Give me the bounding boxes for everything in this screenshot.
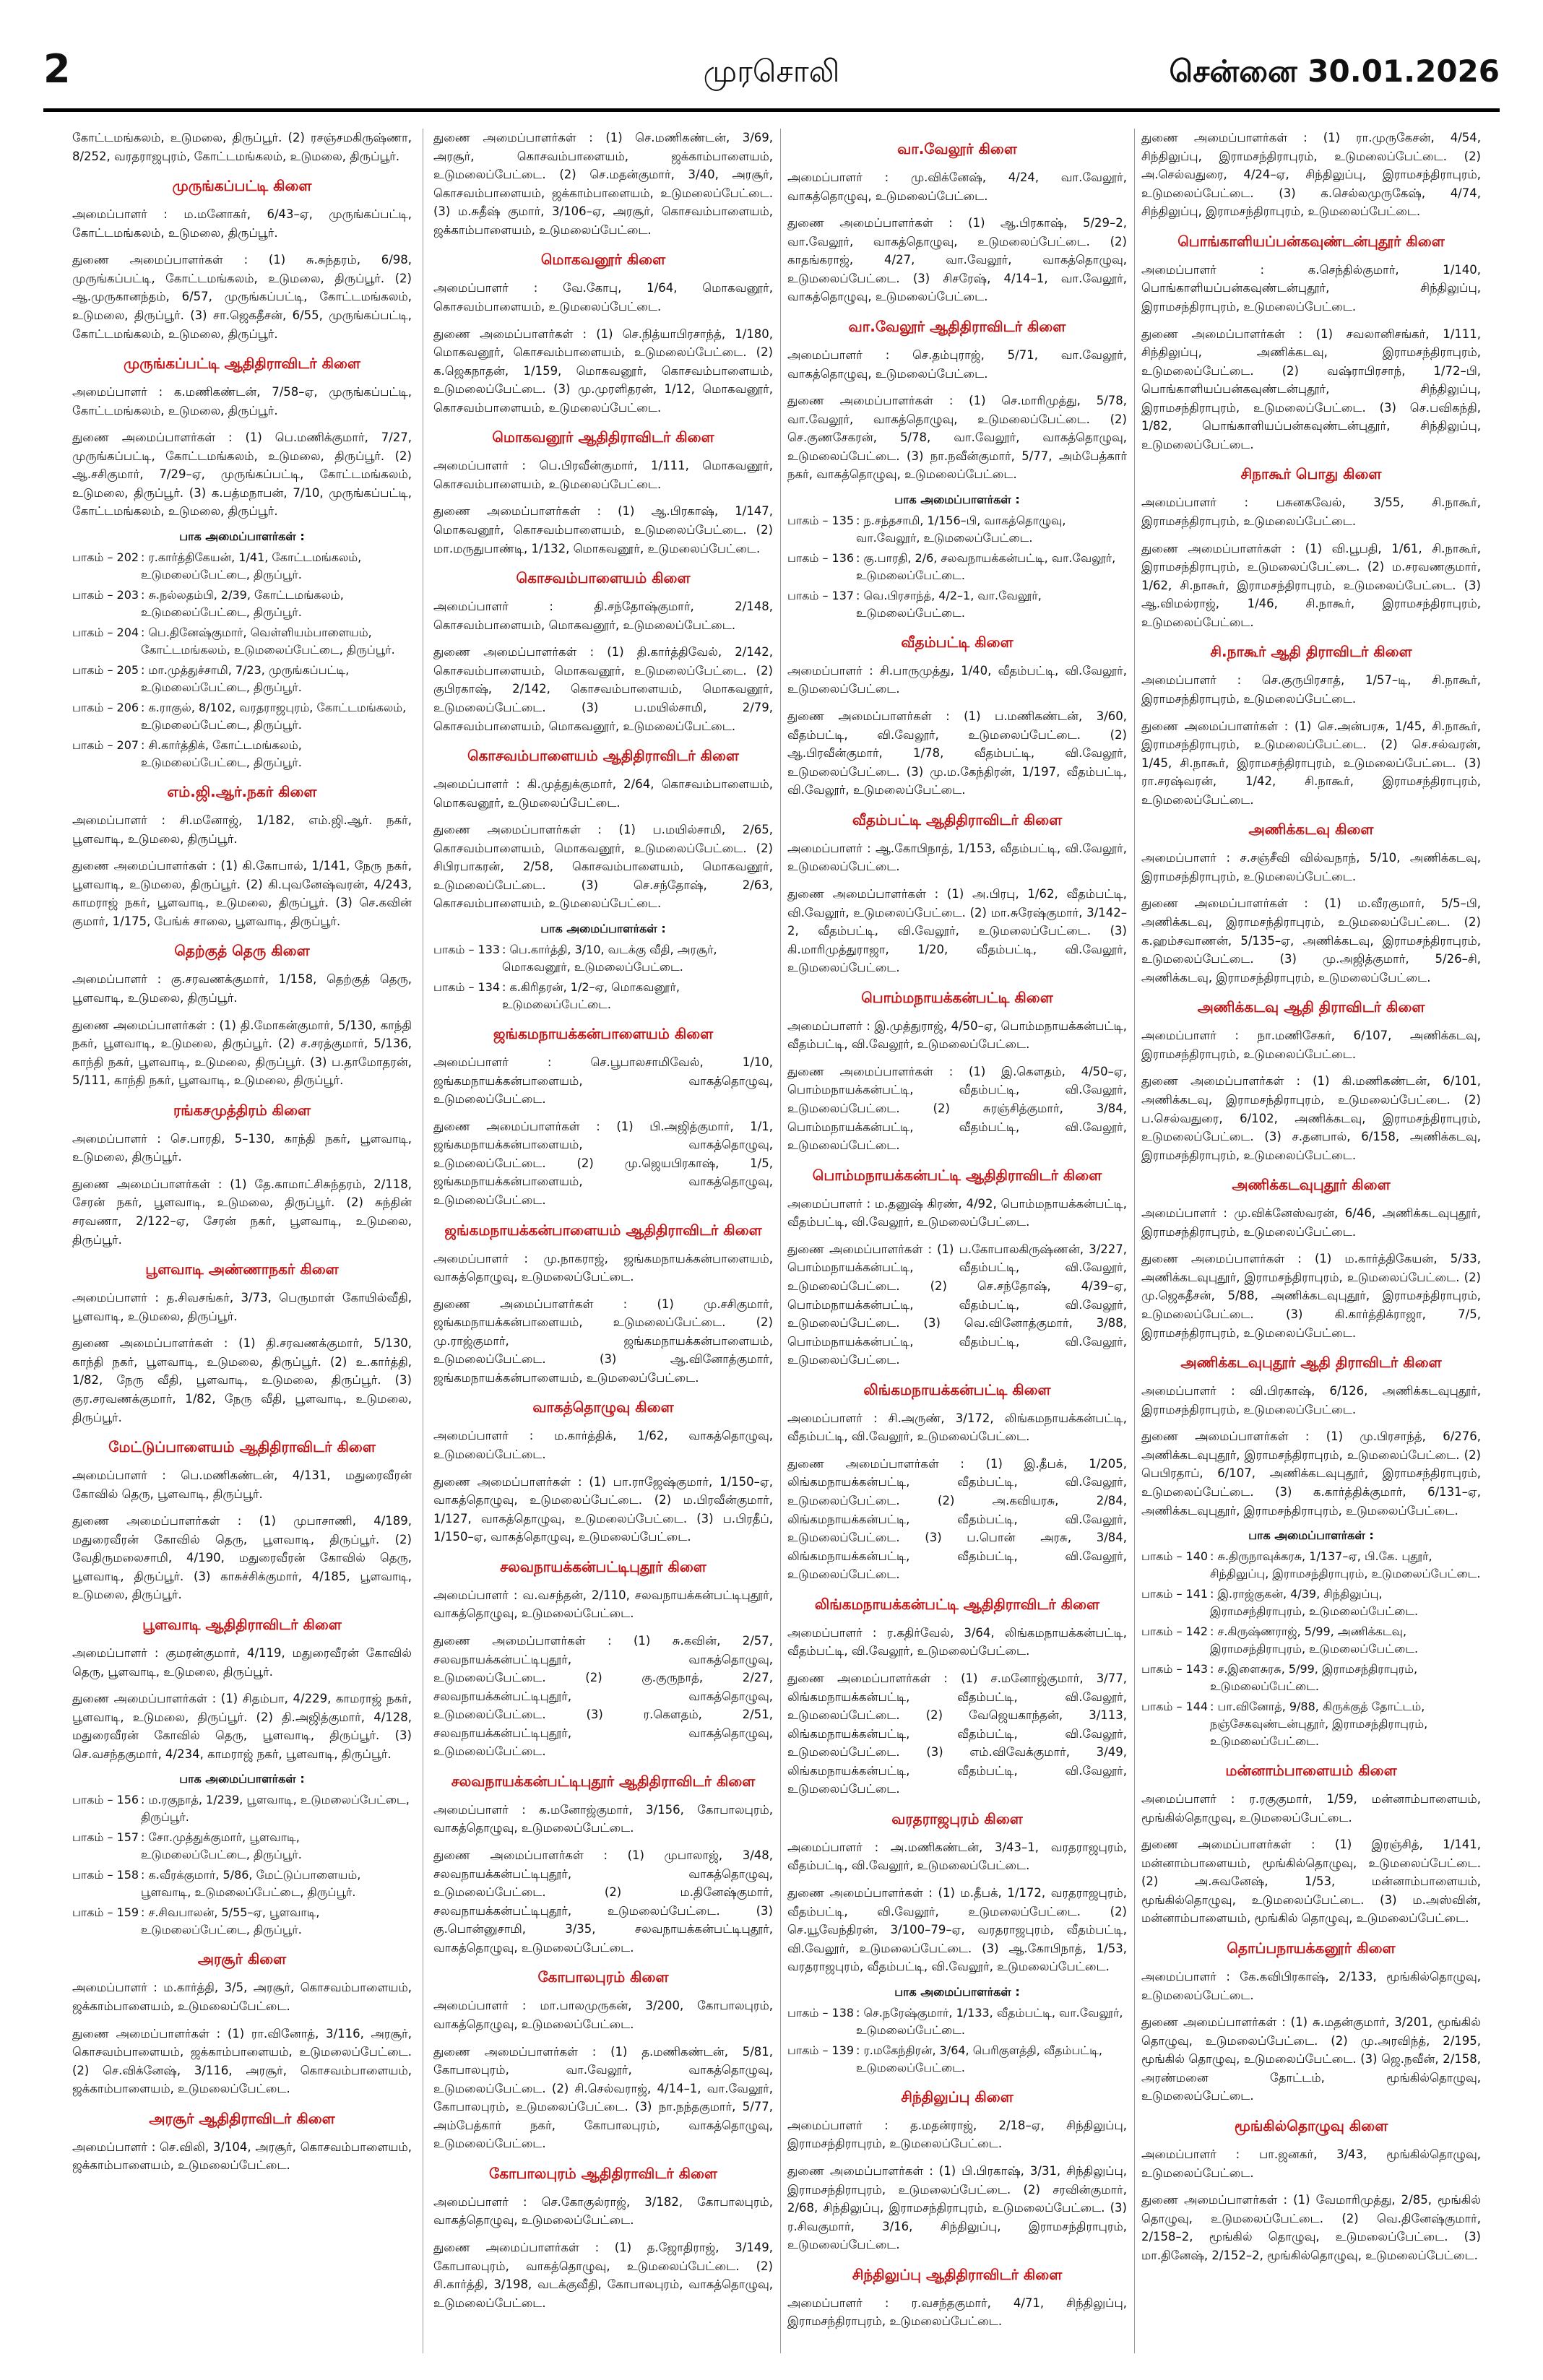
booth-organizer-row bbox=[787, 512, 1127, 547]
branch-heading: முருங்கப்பட்டி ஆதிதிராவிடர் கிளை bbox=[124, 355, 360, 373]
organizer-paragraph: அமைப்பாளர் : அ.மணிகண்டன், 3/43–1, வரதராஜபுரம், வீதம்பட்டி, வி.வேலூர், உடுமலைப்பேட்டை. bbox=[787, 1840, 1127, 1873]
organizer-paragraph: அமைப்பாளர் : ர.வசந்தகுமார், 4/71, சிந்திலுப்பு, இராமசந்திராபுரம், உடுமலைப்பேட்டை. bbox=[787, 2295, 1127, 2329]
branch-heading: அரசூர் ஆதிதிராவிடர் கிளை bbox=[149, 2109, 335, 2127]
branch-heading: அணிக்கடவுபுதூர் கிளை bbox=[1232, 1176, 1391, 1194]
booth-number: பாகம் – 158 bbox=[72, 1868, 139, 1882]
booth-number: பாகம் – 203 bbox=[72, 588, 139, 602]
booth-organizer-row bbox=[72, 737, 412, 771]
subsection-heading: பாக அமைப்பாளர்கள் : bbox=[894, 492, 1020, 506]
booth-number: பாகம் – 206 bbox=[72, 701, 139, 714]
organizer-paragraph: துணை அமைப்பாளர்கள் : (1) பி.பிரகாஷ், 3/31, சிந்திலுப்பு, இராமசந்திராபுரம், உடுமலைப்பேட்டை. (2) சரவின்குமார், 2/68, சிந்திலுப்பு, இராமசந்திராபுரம், உடுமலைப்பேட்டை. (3) ர.சிவகுமார், 3/16, சிந்திலுப்பு, இராமசந்திராபுரம், உடுமலைப்பேட்டை. bbox=[787, 2163, 1127, 2252]
branch-heading: எம்.ஜி.ஆர்.நகர் கிளை bbox=[167, 783, 317, 800]
organizer-paragraph: துணை அமைப்பாளர்கள் : (1) கி.மணிகண்டன், 6/101, அணிக்கடவு, இராமசந்திராபுரம், உடுமலைப்பேட்டை. (2) ப.செல்வதுரை, 6/102, அணிக்கடவு, இராமசந்திராபுரம், உடுமலைப்பேட்டை. (3) ச.தனபால், 6/158, அணிக்கடவு, இராமசந்திராபுரம், உடுமலைப்பேட்டை. bbox=[1141, 1074, 1481, 1162]
organizer-paragraph: துணை அமைப்பாளர்கள் : (1) முபாசாணி, 4/189, மதுரைவீரன் கோவில் தெரு, பூளவாடி, திருப்பூர். (2) வேதிருமலைசாமி, 4/190, மதுரைவீரன் கோவில் தெரு, பூளவாடி, திருப்பூர். (3) காசுச்சிக்குமார், 4/185, பூளவாடி, உடுமலை, திருப்பூர். bbox=[72, 1514, 412, 1602]
organizer-paragraph: துணை அமைப்பாளர்கள் : (1) பெ.மணிக்குமார், 7/27, முருங்கப்பட்டி, கோட்டமங்கலம், உடுமலை, திருப்பூர். (2) ஆ.சசிகுமார், 7/29–ஏ, முருங்கப்பட்டி, கோட்டமங்கலம், உடுமலை, திருப்பூர். (3) க.பத்மநாபன், 7/10, முருங்கப்பட்டி, கோட்டமங்கலம், உடுமலை, திருப்பூர். bbox=[72, 430, 412, 519]
booth-organizer-row bbox=[433, 941, 773, 976]
subsection-heading: பாக அமைப்பாளர்கள் : bbox=[179, 529, 305, 543]
booth-number: பாகம் – 202 bbox=[72, 550, 139, 564]
branch-heading: ஜங்கமநாயக்கன்பாளையம் கிளை bbox=[493, 1025, 714, 1042]
organizer-paragraph: துணை அமைப்பாளர்கள் : (1) செ.மாரிமுத்து, 5/78, வா.வேலூர், வாகத்தொழுவு, உடுமலைப்பேட்டை. (2) செ.குணசேகரன், 5/78, வா.வேலூர், வாகத்தொழுவு, உடுமலைப்பேட்டை. (3) நா.நவீன்குமார், 5/77, அம்பேத்கார் நகர், வாகத்தொழுவு, உடுமலைப்பேட்டை. bbox=[787, 394, 1127, 482]
booth-organizer-details: : ச.இளைசுரசு, 5/99, இராமசந்திராபுரம், உடுமலைப்பேட்டை. bbox=[1210, 1662, 1418, 1694]
booth-organizer-details: : சோ.முத்துக்குமார், பூளவாடி, உடுமலைப்பேட்டை, திருப்பூர். bbox=[141, 1830, 302, 1862]
subsection-heading: பாக அமைப்பாளர்கள் : bbox=[1248, 1528, 1374, 1543]
organizer-paragraph: துணை அமைப்பாளர்கள் : (1) இ.தீபக், 1/205, லிங்கமநாயக்கன்பட்டி, வீதம்பட்டி, வி.வேலூர், உடுமலைப்பேட்டை. (2) அ.கவியரசு, 2/84, லிங்கமநாயக்கன்பட்டி, வீதம்பட்டி, வி.வேலூர், உடுமலைப்பேட்டை. (3) ப.பொன் அரசு, 3/84, லிங்கமநாயக்கன்பட்டி, வீதம்பட்டி, வி.வேலூர், உடுமலைப்பேட்டை. bbox=[787, 1456, 1127, 1582]
branch-heading: கோபாலபுரம் கிளை bbox=[537, 1968, 669, 1986]
booth-number: பாகம் – 156 bbox=[72, 1793, 139, 1807]
column-divider bbox=[780, 129, 781, 2353]
booth-organizer-row bbox=[72, 662, 412, 696]
booth-organizer-details: : வெ.பிரசாந்த், 4/2–1, வா.வேலூர், உடுமலைப்பேட்டை. bbox=[856, 588, 1042, 620]
branch-heading: சலவநாயக்கன்பட்டிபுதூர் கிளை bbox=[500, 1557, 706, 1575]
page-number: 2 bbox=[43, 46, 71, 92]
organizer-paragraph: அமைப்பாளர் : பெ.மணிகண்டன், 4/131, மதுரைவீரன் கோவில் தெரு, பூளவாடி, திருப்பூர். bbox=[72, 1468, 412, 1501]
booth-number: பாகம் – 207 bbox=[72, 738, 139, 752]
edition-date: சென்னை 30.01.2026 bbox=[1169, 53, 1500, 89]
organizer-paragraph: அமைப்பாளர் : பசுனகவேல், 3/55, சி.நாகூர், இராமசந்திராபுரம், உடுமலைப்பேட்டை. bbox=[1141, 496, 1481, 528]
organizer-paragraph: அமைப்பாளர் : ஆ.கோபிநாத், 1/153, வீதம்பட்டி, வி.வேலூர், உடுமலைப்பேட்டை. bbox=[787, 841, 1127, 874]
organizer-paragraph: துணை அமைப்பாளர்கள் : (1) பி.அஜித்குமார், 1/1, ஜங்கமநாயக்கன்பாளையம், வாகத்தொழுவு, உடுமலைப்பேட்டை. (2) மு.ஜெயபிரகாஷ், 1/5, ஜங்கமநாயக்கன்பாளையம், வாகத்தொழுவு, உடுமலைப்பேட்டை. bbox=[433, 1119, 773, 1207]
organizer-paragraph: அமைப்பாளர் : கு.சரவணக்குமார், 1/158, தெற்குத் தெரு, பூளவாடி, உடுமலை, திருப்பூர். bbox=[72, 972, 412, 1005]
organizer-paragraph: அமைப்பாளர் : சி.மனோஜ், 1/182, எம்.ஜி.ஆர். நகர், பூளவாடி, உடுமலை, திருப்பூர். bbox=[72, 813, 412, 846]
organizer-paragraph: அமைப்பாளர் : கி.முத்துக்குமார், 2/64, கொசவம்பாளையம், மொகவனூர், உடுமலைப்பேட்டை. bbox=[433, 777, 773, 810]
organizer-paragraph: துணை அமைப்பாளர்கள் : (1) செ.மணிகண்டன், 3/69, அரசூர், கொசவம்பாளையம், ஜக்காம்பாளையம், உடுமலைப்பேட்டை. (2) செ.மதன்குமார், 3/40, அரசூர், கொசவம்பாளையம், ஜக்காம்பாளையம், உடுமலைப்பேட்டை. (3) ம.சுதீஷ் குமார், 3/106–ஏ, அரசூர், கொசவம்பாளையம், ஜக்காம்பாளையம், உடுமலைப்பேட்டை. bbox=[433, 131, 773, 237]
booth-organizer-row bbox=[787, 2042, 1127, 2077]
organizer-paragraph: துணை அமைப்பாளர்கள் : (1) செ.அன்பரசு, 1/45, சி.நாகூர், இராமசந்திராபுரம், உடுமலைப்பேட்டை. (2) செ.சல்வரன், 1/45, சி.நாகூர், இராமசந்திராபுரம், உடுமலைப்பேட்டை. (3) ரா.சரஷ்வரன், 1/42, சி.நாகூர், இராமசந்திராபுரம், உடுமலைப்பேட்டை. bbox=[1141, 719, 1481, 807]
organizer-paragraph: துணை அமைப்பாளர்கள் : (1) ம.தீபக், 1/172, வரதராஜபுரம், வீதம்பட்டி, வி.வேலூர், உடுமலைப்பேட்டை. (2) செ.யூவேந்திரன், 3/100–79–ஏ, வரதராஜபுரம், வீதம்பட்டி, வி.வேலூர், உடுமலைப்பேட்டை. (3) ஆ.கோபிநாத், 1/53, வரதராஜபுரம், வீதம்பட்டி, வி.வேலூர், உடுமலைப்பேட்டை. bbox=[787, 1886, 1127, 1974]
masthead bbox=[43, 43, 1500, 101]
organizer-paragraph: அமைப்பாளர் : செ.குருபிரசாத், 1/57–டி, சி.நாகூர், இராமசந்திராபுரம், உடுமலைப்பேட்டை. bbox=[1141, 673, 1481, 706]
branch-heading: மொகவனூர் ஆதிதிராவிடர் கிளை bbox=[492, 428, 714, 446]
booth-number: பாகம் – 142 bbox=[1141, 1624, 1209, 1639]
organizer-paragraph: துணை அமைப்பாளர்கள் : (1) ரா.முருகேசன், 4/54, சிந்திலுப்பு, இராமசந்திராபுரம், உடுமலைப்பேட்டை. (2) அ.செல்வதுரை, 4/24–ஏ, சிந்திலுப்பு, இராமசந்திராபுரம், உடுமலைப்பேட்டை. (3) க.செல்லமுருகேஷ், 4/74, சிந்திலுப்பு, இராமசந்திராபுரம், உடுமலைப்பேட்டை. bbox=[1141, 131, 1481, 219]
booth-number: பாகம் – 136 bbox=[787, 550, 855, 565]
organizer-paragraph: அமைப்பாளர் : த.மதன்ராஜ், 2/18–ஏ, சிந்திலுப்பு, இராமசந்திராபுரம், உடுமலைப்பேட்டை. bbox=[787, 2118, 1127, 2151]
branch-heading: மேட்டுப்பாளையம் ஆதிதிராவிடர் கிளை bbox=[108, 1438, 376, 1456]
organizer-paragraph: துணை அமைப்பாளர்கள் : (1) ம.கார்த்திகேயன், 5/33, அணிக்கடவுபுதூர், இராமசந்திராபுரம், உடுமலைப்பேட்டை. (2) மு.ஜெகதீசன், 5/88, அணிக்கடவுபுதூர், இராமசந்திராபுரம், உடுமலைப்பேட்டை. (3) கி.கார்த்திக்ராஜா, 7/5, இராமசந்திராபுரம், உடுமலைப்பேட்டை. bbox=[1141, 1252, 1481, 1340]
booth-number: பாகம் – 204 bbox=[72, 626, 139, 639]
newspaper-title: முரசொலி bbox=[703, 53, 840, 89]
organizer-paragraph: துணை அமைப்பாளர்கள் : (1) த.மணிகண்டன், 5/81, கோபாலபுரம், வா.வேலூர், வாகத்தொழுவு, உடுமலைப்பேட்டை. (2) சி.செல்வராஜ், 4/14–1, வா.வேலூர், கோபாலபுரம், உடுமலைப்பேட்டை. (3) நா.நந்தகுமார், 5/77, அம்பேத்கார் நகர், கோபாலபுரம், வாகத்தொழுவு, உடுமலைப்பேட்டை. bbox=[433, 2044, 773, 2151]
organizer-paragraph: அமைப்பாளர் : மு.விக்னேஷ், 4/24, வா.வேலூர், வாகத்தொழுவு, உடுமலைப்பேட்டை. bbox=[787, 170, 1127, 203]
branch-heading: ஜங்கமநாயக்கன்பாளையம் ஆதிதிராவிடர் கிளை bbox=[444, 1221, 762, 1239]
organizer-paragraph: துணை அமைப்பாளர்கள் : (1) தி.சரவணக்குமார், 5/130, காந்தி நகர், பூளவாடி, உடுமலை, திருப்பூர். (2) உ.கார்த்தி, 1/82, நேரு வீதி, பூளவாடி, உடுமலை, திருப்பூர். (3) குர.சரவணக்குமார், 1/82, நேரு வீதி, பூளவாடி, உடுமலை, திருப்பூர். bbox=[72, 1336, 412, 1424]
organizer-paragraph: துணை அமைப்பாளர்கள் : (1) ஆ.பிரகாஷ், 1/147, மொகவனூர், கொசவம்பாளையம், உடுமலைப்பேட்டை. (2) மா.மருதுபாண்டி, 1/132, மொகவனூர், உடுமலைப்பேட்டை. bbox=[433, 504, 773, 555]
booth-organizer-details: : சி.கார்த்திக், கோட்டமங்கலம், உடுமலைப்பேட்டை, திருப்பூர். bbox=[141, 738, 302, 769]
booth-organizer-row bbox=[1141, 1623, 1481, 1658]
organizer-paragraph: அமைப்பாளர் : பெ.பிரவீன்குமார், 1/111, மொகவனூர், கொசவம்பாளையம், உடுமலைப்பேட்டை. bbox=[433, 459, 773, 491]
booth-number: பாகம் – 144 bbox=[1141, 1700, 1209, 1714]
organizer-paragraph: துணை அமைப்பாளர்கள் : (1) கி.கோபால், 1/141, நேரு நகர், பூளவாடி, உடுமலை, திருப்பூர். (2) கி.புவனேஷ்வரன், 4/243, காமராஜ் நகர், பூளவாடி, உடுமலை, திருப்பூர். (3) செ.கவின் குமார், 1/175, பேங்க் சாலை, பூளவாடி, திருப்பூர். bbox=[72, 859, 412, 928]
organizer-paragraph: அமைப்பாளர் : சி.பாருமுத்து, 1/40, வீதம்பட்டி, வி.வேலூர், உடுமலைப்பேட்டை. bbox=[787, 663, 1127, 696]
organizer-paragraph: துணை அமைப்பாளர்கள் : (1) அ.பிரபு, 1/62, வீதம்பட்டி, வி.வேலூர், உடுமலைப்பேட்டை. (2) மா.சுரேஷ்குமார், 3/142–2, வீதம்பட்டி, வி.வேலூர், உடுமலைப்பேட்டை. (3) கி.மாரிமுத்துராஜா, 1/20, வீதம்பட்டி, வி.வேலூர், உடுமலைப்பேட்டை. bbox=[787, 886, 1127, 975]
branch-heading: அணிக்கடவுபுதூர் ஆதி திராவிடர் கிளை bbox=[1180, 1354, 1442, 1372]
booth-number: பாகம் – 138 bbox=[787, 2005, 855, 2020]
organizer-paragraph: அமைப்பாளர் : வ.வசந்தன், 2/110, சலவநாயக்கன்பட்டிபுதூர், வாகத்தொழுவு, உடுமலைப்பேட்டை. bbox=[433, 1588, 773, 1621]
organizer-paragraph: அமைப்பாளர் : த.சிவசங்கர், 3/73, பெருமாள் கோயில்வீதி, பூளவாடி, உடுமலை, திருப்பூர். bbox=[72, 1291, 412, 1323]
booth-number: பாகம் – 141 bbox=[1141, 1587, 1209, 1601]
booth-organizer-details: : ர.மகேந்திரன், 3/64, பெரிகுளத்தி, வீதம்பட்டி, உடுமலைப்பேட்டை. bbox=[856, 2043, 1102, 2074]
booth-organizer-row bbox=[787, 550, 1127, 584]
organizer-paragraph: துணை அமைப்பாளர்கள் : (1) சு.கவின், 2/57, சலவநாயக்கன்பட்டிபுதூர், வாகத்தொழுவு, உடுமலைப்பேட்டை. (2) கு.குருநாத், 2/27, சலவநாயக்கன்பட்டிபுதூர், வாகத்தொழுவு, உடுமலைப்பேட்டை. (3) ர.கௌதம், 2/51, சலவநாயக்கன்பட்டிபுதூர், வாகத்தொழுவு, உடுமலைப்பேட்டை. bbox=[433, 1633, 773, 1759]
organizer-paragraph: அமைப்பாளர் : ர.ரகுகுமார், 1/59, மன்னாம்பாளையம், மூங்கில்தொழுவு, உடுமலைப்பேட்டை. bbox=[1141, 1792, 1481, 1825]
organizer-paragraph: அமைப்பாளர் : செ.கோகுல்ராஜ், 3/182, கோபாலபுரம், வாகத்தொழுவு, உடுமலைப்பேட்டை. bbox=[433, 2194, 773, 2228]
organizer-paragraph: அமைப்பாளர் : தி.சந்தோஷ்குமார், 2/148, கொசவம்பாளையம், மொகவனூர், உடுமலைப்பேட்டை. bbox=[433, 600, 773, 632]
organizer-paragraph: அமைப்பாளர் : வே.கோபு, 1/64, மொகவனூர், கொசவம்பாளையம், உடுமலைப்பேட்டை. bbox=[433, 281, 773, 313]
organizer-paragraph: அமைப்பாளர் : ம.மனோகர், 6/43–ஏ, முருங்கப்பட்டி, கோட்டமங்கலம், உடுமலை, திருப்பூர். bbox=[72, 207, 412, 240]
branch-heading: பொம்மநாயக்கன்பட்டி கிளை bbox=[861, 988, 1053, 1006]
booth-organizer-row bbox=[72, 1829, 412, 1864]
subsection-heading: பாக அமைப்பாளர்கள் : bbox=[540, 922, 666, 935]
column-2 bbox=[433, 129, 773, 2353]
booth-number: பாகம் – 205 bbox=[72, 663, 139, 677]
branch-heading: சிந்திலுப்பு கிளை bbox=[901, 2087, 1013, 2106]
booth-number: பாகம் – 134 bbox=[433, 980, 501, 994]
organizer-paragraph: துணை அமைப்பாளர்கள் : (1) சிதம்பா, 4/229, காமராஜ் நகர், பூளவாடி, உடுமலை, திருப்பூர். (2) தி.அஜித்குமார், 4/128, மதுரைவீரன் கோவில் தெரு, பூளவாடி, திருப்பூர். (3) செ.வசந்தகுமார், 4/234, காமராஜ் நகர், பூளவாடி, திருப்பூர். bbox=[72, 1692, 412, 1761]
branch-heading: சி.நாகூர் ஆதி திராவிடர் கிளை bbox=[1210, 643, 1412, 661]
organizer-paragraph: துணை அமைப்பாளர்கள் : (1) இ.கௌதம், 4/50–ஏ, பொம்மநாயக்கன்பட்டி, வீதம்பட்டி, வி.வேலூர், உடுமலைப்பேட்டை. (2) சுரஞ்சித்குமார், 3/84, பொம்மநாயக்கன்பட்டி, வீதம்பட்டி, வி.வேலூர், உடுமலைப்பேட்டை. bbox=[787, 1064, 1127, 1153]
organizer-paragraph: அமைப்பாளர் : பா.ஜனகர், 3/43, மூங்கில்தொழுவு, உடுமலைப்பேட்டை. bbox=[1141, 2147, 1481, 2180]
organizer-paragraph: அமைப்பாளர் : கே.கவிபிரகாஷ், 2/133, மூங்கில்தொழுவு, உடுமலைப்பேட்டை. bbox=[1141, 1970, 1481, 2002]
organizer-paragraph: அமைப்பாளர் : மு.விக்னேஸ்வரன், 6/46, அணிக்கடவுபுதூர், இராமசந்திராபுரம், உடுமலைப்பேட்டை. bbox=[1141, 1206, 1481, 1239]
organizer-paragraph: துணை அமைப்பாளர்கள் : (1) தி.மோகன்குமார், 5/130, காந்தி நகர், பூளவாடி, உடுமலை, திருப்பூர். (2) ச.சரத்குமார், 5/136, காந்தி நகர், பூளவாடி, உடுமலை, திருப்பூர். (3) ப.தாமோதரன், 5/111, காந்தி நகர், பூளவாடி, உடுமலை, திருப்பூர். bbox=[72, 1018, 412, 1088]
booth-organizer-row bbox=[72, 587, 412, 621]
booth-organizer-details: : செ.நரேஷ்குமார், 1/133, வீதம்பட்டி, வா.வேலூர், உடுமலைப்பேட்டை. bbox=[856, 2005, 1123, 2037]
booth-number: பாகம் – 159 bbox=[72, 1905, 139, 1920]
booth-number: பாகம் – 137 bbox=[787, 588, 855, 602]
booth-organizer-row bbox=[72, 549, 412, 584]
booth-organizer-row bbox=[72, 624, 412, 659]
branch-heading: அரசூர் கிளை bbox=[197, 1950, 287, 1968]
booth-organizer-details: : இ.ராஜ்குகன், 4/39, சிந்திலுப்பு, இராமசந்திராபுரம், உடுமலைப்பேட்டை. bbox=[1210, 1587, 1419, 1619]
booth-organizer-details: : ச.கிருஷ்ணராஜ், 5/99, அணிக்கடவு, இராமசந்திராபுரம், உடுமலைப்பேட்டை. bbox=[1210, 1624, 1419, 1656]
branch-heading: வீதம்பட்டி ஆதிதிராவிடர் கிளை bbox=[852, 810, 1063, 828]
booth-organizer-details: : சு.திருநாவுக்கரசு, 1/137–ஏ, பி.கே. புதூர், சிந்திலுப்பு, இராமசந்திராபுரம், உடுமலைப்பேட்டை. bbox=[1210, 1549, 1481, 1581]
booth-organizer-details: : மா.முத்துச்சாமி, 7/23, முருங்கப்பட்டி, உடுமலைப்பேட்டை, திருப்பூர். bbox=[141, 663, 350, 694]
branch-heading: கொசவம்பாளையம் கிளை bbox=[516, 569, 691, 587]
branch-heading: பொம்மநாயக்கன்பட்டி ஆதிதிராவிடர் கிளை bbox=[812, 1166, 1102, 1184]
branch-heading: லிங்கமநாயக்கன்பட்டி கிளை bbox=[863, 1380, 1051, 1398]
organizer-paragraph: அமைப்பாளர் : செ.பூபாலசாமிவேல், 1/10, ஜங்கமநாயக்கன்பாளையம், வாகத்தொழுவு, உடுமலைப்பேட்டை. bbox=[433, 1055, 773, 1107]
branch-heading: வா.வேலூர் கிளை bbox=[897, 140, 1017, 157]
branch-heading: வா.வேலூர் ஆதிதிராவிடர் கிளை bbox=[848, 317, 1066, 335]
branch-heading: அணிக்கடவு ஆதி திராவிடர் கிளை bbox=[1197, 998, 1425, 1016]
organizer-paragraph: துணை அமைப்பாளர்கள் : (1) தி.கார்த்திவேல், 2/142, கொசவம்பாளையம், மொகவனூர், உடுமலைப்பேட்டை. (2) குபிரகாஷ், 2/142, கொசவம்பாளையம், மொகவனூர், உடுமலைப்பேட்டை. (3) ப.மயில்சாமி, 2/79, கொசவம்பாளையம், மொகவனூர், உடுமலைப்பேட்டை. bbox=[433, 645, 773, 733]
booth-number: பாகம் – 139 bbox=[787, 2043, 855, 2057]
organizer-paragraph: அமைப்பாளர் : ம.கார்த்திக், 1/62, வாகத்தொழுவு, உடுமலைப்பேட்டை. bbox=[433, 1429, 773, 1461]
booth-organizer-details: : க.வீரக்குமார், 5/86, மேட்டுப்பாளையம், பூளவாடி, உடுமலைப்பேட்டை, திருப்பூர். bbox=[141, 1868, 361, 1900]
organizer-paragraph: துணை அமைப்பாளர்கள் : (1) சு.மதன்குமார், 3/201, மூங்கில் தொழுவு, உடுமலைப்பேட்டை. (2) மு.அரவிந்த், 2/195, மூங்கில் தொழுவு, உடுமலைப்பேட்டை. (3) ஜெ.நவீன், 2/158, அரண்மனை தோட்டம், மூங்கில்தொழுவு, உடுமலைப்பேட்டை. bbox=[1141, 2015, 1481, 2103]
branch-heading: வரதராஜபுரம் கிளை bbox=[891, 1809, 1023, 1827]
booth-number: பாகம் – 140 bbox=[1141, 1549, 1209, 1564]
booth-organizer-row bbox=[72, 1904, 412, 1939]
organizer-paragraph: அமைப்பாளர் : சி.அருண், 3/172, லிங்கமநாயக்கன்பட்டி, வீதம்பட்டி, வி.வேலூர், உடுமலைப்பேட்டை. bbox=[787, 1411, 1127, 1444]
organizer-paragraph: அமைப்பாளர் : ர.கதிர்வேல், 3/64, லிங்கமநாயக்கன்பட்டி, வீதம்பட்டி, வி.வேலூர், உடுமலைப்பேட்டை. bbox=[787, 1625, 1127, 1658]
organizer-paragraph: கோட்டமங்கலம், உடுமலை, திருப்பூர். (2) ரசஞ்சமகிருஷ்ணா, 8/252, வரதராஜபுரம், கோட்டமங்கலம், உடுமலை, திருப்பூர். bbox=[72, 131, 412, 163]
organizer-paragraph: துணை அமைப்பாளர்கள் : (1) முபாலாஜ், 3/48, சலவநாயக்கன்பட்டிபுதூர், வாகத்தொழுவு, உடுமலைப்பேட்டை. (2) ம.தினேஷ்குமார், சலவநாயக்கன்பட்டிபுதூர், உடுமலைப்பேட்டை. (3) கு.பொன்னுசாமி, 3/35, சலவநாயக்கன்பட்டிபுதூர், வாகத்தொழுவு, உடுமலைப்பேட்டை. bbox=[433, 1848, 773, 1955]
organizer-paragraph: அமைப்பாளர் : ம.தனுஷ் கிரண், 4/92, பொம்மநாயக்கன்பட்டி, வீதம்பட்டி, வி.வேலூர், உடுமலைப்பேட்டை. bbox=[787, 1196, 1127, 1229]
branch-heading: அணிக்கடவு கிளை bbox=[1248, 821, 1374, 839]
organizer-paragraph: துணை அமைப்பாளர்கள் : (1) சவலானிசங்கர், 1/111, சிந்திலுப்பு, அணிக்கடவு, இராமசந்திராபுரம், உடுமலைப்பேட்டை. (2) வஷ்ராபிரசாந், 1/72–பி, பொங்காளியப்பன்கவுண்டன்புதூர், சிந்திலுப்பு, இராமசந்திராபுரம், உடுமலைப்பேட்டை. (3) செ.பவிகந்தி, 1/82, பொங்காளியப்பன்கவுண்டன்புதூர், சிந்திலுப்பு, உடுமலைப்பேட்டை. bbox=[1141, 326, 1481, 451]
booth-organizer-row bbox=[72, 1866, 412, 1901]
organizer-paragraph: துணை அமைப்பாளர்கள் : (1) ப.மயில்சாமி, 2/65, கொசவம்பாளையம், மொகவனூர், உடுமலைப்பேட்டை. (2) சிபிரபாகரன், 2/58, கொசவம்பாளையம், மொகவனூர், உடுமலைப்பேட்டை. (3) செ.சந்தோஷ், 2/63, கொசவம்பாளையம், உடுமலைப்பேட்டை. bbox=[433, 823, 773, 911]
booth-organizer-details: : கு.பாரதி, 2/6, சலவநாயக்கன்பட்டி, வா.வேலூர், உடுமலைப்பேட்டை. bbox=[856, 550, 1116, 582]
organizer-paragraph: துணை அமைப்பாளர்கள் : (1) ப.மணிகண்டன், 3/60, வீதம்பட்டி, வி.வேலூர், உடுமலைப்பேட்டை. (2) ஆ.பிரவீன்குமார், 1/78, வீதம்பட்டி, வி.வேலூர், உடுமலைப்பேட்டை. (3) மு.ம.கேந்திரன், 1/197, வீதம்பட்டி, வி.வேலூர், உடுமலைப்பேட்டை. bbox=[787, 709, 1127, 797]
organizer-paragraph: அமைப்பாளர் : குமரன்குமார், 4/119, மதுரைவீரன் கோவில் தெரு, பூளவாடி, உடுமலை, திருப்பூர். bbox=[72, 1646, 412, 1679]
header-rule bbox=[43, 108, 1500, 112]
organizer-paragraph: துணை அமைப்பாளர்கள் : (1) ஆ.பிரகாஷ், 5/29–2, வா.வேலூர், வாகத்தொழுவு, உடுமலைப்பேட்டை. (2) காதங்கராஜ், 4/27, வா.வேலூர், வாகத்தொழுவு, உடுமலைப்பேட்டை. (3) சிசரேஷ், 4/14–1, வா.வேலூர், வாகத்தொழுவு, உடுமலைப்பேட்டை. bbox=[787, 216, 1127, 304]
branch-heading: பூளவாடி ஆதிதிராவிடர் கிளை bbox=[142, 1616, 342, 1633]
organizer-paragraph: துணை அமைப்பாளர்கள் : (1) ப.கோபாலகிருஷ்ணன், 3/227, பொம்மநாயக்கன்பட்டி, வீதம்பட்டி, வி.வேலூர், உடுமலைப்பேட்டை. (2) செ.சந்தோஷ், 4/39–ஏ, பொம்மநாயக்கன்பட்டி, வீதம்பட்டி, வி.வேலூர், உடுமலைப்பேட்டை. (3) வெ.வினோத்குமார், 3/88, பொம்மநாயக்கன்பட்டி, வீதம்பட்டி, வி.வேலூர், உடுமலைப்பேட்டை. bbox=[787, 1242, 1127, 1367]
branch-heading: மொகவனூர் கிளை bbox=[540, 251, 666, 269]
organizer-paragraph: அமைப்பாளர் : க.செந்தில்குமார், 1/140, பொங்காளியப்பன்கவுண்டன்புதூர், சிந்திலுப்பு, இராமசந்திராபுரம், உடுமலைப்பேட்டை. bbox=[1141, 262, 1481, 313]
booth-organizer-details: : ச.சிவபாலன், 5/55–ஏ, பூளவாடி, உடுமலைப்பேட்டை, திருப்பூர். bbox=[141, 1905, 320, 1937]
organizer-paragraph: அமைப்பாளர் : மு.நாகராஜ், ஜங்கமநாயக்கன்பாளையம், வாகத்தொழுவு, உடுமலைப்பேட்டை. bbox=[433, 1251, 773, 1284]
branch-heading: வாகத்தொழுவு கிளை bbox=[532, 1398, 674, 1416]
booth-organizer-row bbox=[787, 587, 1127, 622]
organizer-paragraph: துணை அமைப்பாளர்கள் : (1) மு.சசிகுமார், ஜங்கமநாயக்கன்பாளையம், உடுமலைப்பேட்டை. (2) மு.ராஜ்குமார், ஜங்கமநாயக்கன்பாளையம், உடுமலைப்பேட்டை. (3) ஆ.வினோத்குமார், ஜங்கமநாயக்கன்பாளையம், உடுமலைப்பேட்டை. bbox=[433, 1297, 773, 1385]
organizer-paragraph: துணை அமைப்பாளர்கள் : (1) மு.பிரசாந்த், 6/276, அணிக்கடவுபுதூர், இராமசந்திராபுரம், உடுமலைப்பேட்டை. (2) பெபிரதாப், 6/107, அணிக்கடவுபுதூர், இராமசந்திராபுரம், உடுமலைப்பேட்டை. (3) க.கார்த்திக்குமார், 6/131–ஏ, அணிக்கடவுபுதூர், இராமசந்திராபுரம், உடுமலைப்பேட்டை. bbox=[1141, 1429, 1481, 1518]
booth-organizer-details: : பெ.தினேஷ்குமார், வெள்ளியம்பாளையம், கோட்டமங்கலம், உடுமலைப்பேட்டை, திருப்பூர். bbox=[141, 626, 395, 657]
organizer-paragraph: துணை அமைப்பாளர்கள் : (1) ரா.வினோத், 3/116, அரசூர், கொசவம்பாளையம், ஜக்காம்பாளையம், உடுமலைப்பேட்டை. (2) செ.விக்னேஷ், 3/116, அரசூர், கொசவம்பாளையம், ஜக்காம்பாளையம், உடுமலைப்பேட்டை. bbox=[72, 2026, 412, 2096]
branch-heading: சிநாகூர் பொது கிளை bbox=[1240, 465, 1382, 483]
booth-number: பாகம் – 157 bbox=[72, 1830, 139, 1845]
booth-organizer-row bbox=[1141, 1661, 1481, 1695]
branch-heading: சலவநாயக்கன்பட்டிபுதூர் ஆதிதிராவிடர் கிளை bbox=[451, 1772, 756, 1790]
booth-number: பாகம் – 135 bbox=[787, 513, 855, 527]
organizer-paragraph: துணை அமைப்பாளர்கள் : (1) த.ஜோதிராஜ், 3/149, கோபாலபுரம், வாகத்தொழுவு, உடுமலைப்பேட்டை. (2) சி.கார்த்தி, 3/198, வடக்குவீதி, கோபாலபுரம், வாகத்தொழுவு, உடுமலைப்பேட்டை. bbox=[433, 2241, 773, 2310]
organizer-paragraph: துணை அமைப்பாளர்கள் : (1) ச.மனோஜ்குமார், 3/77, லிங்கமநாயக்கன்பட்டி, வீதம்பட்டி, வி.வேலூர், உடுமலைப்பேட்டை. (2) வேஜெயகாந்தன், 3/113, லிங்கமநாயக்கன்பட்டி, வீதம்பட்டி, வி.வேலூர், உடுமலைப்பேட்டை. (3) எம்.விவேக்குமார், 3/49, லிங்கமநாயக்கன்பட்டி, வீதம்பட்டி, வி.வேலூர், உடுமலைப்பேட்டை. bbox=[787, 1671, 1127, 1796]
organizer-paragraph: துணை அமைப்பாளர்கள் : (1) வேமாரிமுத்து, 2/85, மூங்கில் தொழுவு, உடுமலைப்பேட்டை. (2) வெ.தினேஷ்குமார், 2/158–2, மூங்கில் தொழுவு, உடுமலைப்பேட்டை. (3) மா.தினேஷ், 2/152–2, மூங்கில்தொழுவு, உடுமலைப்பேட்டை. bbox=[1141, 2193, 1481, 2262]
branch-heading: லிங்கமநாயக்கன்பட்டி ஆதிதிராவிடர் கிளை bbox=[814, 1595, 1100, 1613]
booth-organizer-details: : பா.வினோத், 9/88, கிருக்குத் தோட்டம், நஞ்சேகவுண்டன்புதூர், இராமசந்திராபுரம், உடுமலைப்பேட்டை. bbox=[1210, 1700, 1428, 1749]
organizer-paragraph: துணை அமைப்பாளர்கள் : (1) தே.காமாட்சிசுந்தரம், 2/118, சேரன் நகர், பூளவாடி, உடுமலை, திருப்பூர். (2) சுந்தின் சரவணா, 2/122–ஏ, சேரன் நகர், பூளவாடி, உடுமலை, திருப்பூர். bbox=[72, 1177, 412, 1247]
branch-heading: தொப்பநாயக்கனூர் கிளை bbox=[1227, 1939, 1396, 1957]
organizer-paragraph: துணை அமைப்பாளர்கள் : (1) இரஞ்சித், 1/141, மன்னாம்பாளையம், மூங்கில்தொழுவு, உடுமலைப்பேட்டை. (2) அ.சுவனேஷ், 1/53, மன்னாம்பாளையம், மூங்கில்தொழுவு, உடுமலைப்பேட்டை. (3) ம.அஸ்வின், மன்னாம்பாளையம், மூங்கில் தொழுவு, உடுமலைப்பேட்டை. bbox=[1141, 1838, 1481, 1926]
booth-organizer-details: : ம.ரகுநாத், 1/239, பூளவாடி, உடுமலைப்பேட்டை, திருப்பூர். bbox=[141, 1793, 410, 1825]
branch-heading: மூங்கில்தொழுவு கிளை bbox=[1234, 2116, 1388, 2134]
organizer-paragraph: அமைப்பாளர் : செ.விலி, 3/104, அரசூர், கொசவம்பாளையம், ஜக்காம்பாளையம், உடுமலைப்பேட்டை. bbox=[72, 2139, 412, 2173]
organizer-paragraph: துணை அமைப்பாளர்கள் : (1) சு.சுந்தரம், 6/98, முருங்கப்பட்டி, கோட்டமங்கலம், உடுமலை, திருப்பூர். (2) ஆ.முருகானந்தம், 6/57, முருங்கப்பட்டி, கோட்டமங்கலம், உடுமலை, திருப்பூர். (3) சா.ஜெகதீசன், 6/55, முருங்கப்பட்டி, கோட்டமங்கலம், உடுமலை, திருப்பூர். bbox=[72, 253, 412, 341]
booth-organizer-row bbox=[1141, 1585, 1481, 1620]
organizer-paragraph: துணை அமைப்பாளர்கள் : (1) வி.பூபதி, 1/61, சி.நாகூர், இராமசந்திராபுரம், உடுமலைப்பேட்டை. (2) ம.சரவணகுமார், 1/62, சி.நாகூர், இராமசந்திராபுரம், உடுமலைப்பேட்டை. (3) ஆ.விமல்ராஜ், 1/46, சி.நாகூர், இராமசந்திராபுரம், உடுமலைப்பேட்டை. bbox=[1141, 541, 1481, 629]
organizer-paragraph: அமைப்பாளர் : செ.தம்புராஜ், 5/71, வா.வேலூர், வாகத்தொழுவு, உடுமலைப்பேட்டை. bbox=[787, 347, 1127, 381]
booth-number: பாகம் – 143 bbox=[1141, 1662, 1209, 1676]
branch-heading: சிந்திலுப்பு ஆதிதிராவிடர் கிளை bbox=[852, 2265, 1063, 2283]
booth-organizer-row bbox=[72, 1791, 412, 1826]
booth-organizer-details: : ர.கார்த்திகேயன், 1/41, கோட்டமங்கலம், உடுமலைப்பேட்டை, திருப்பூர். bbox=[141, 550, 362, 581]
booth-organizer-row bbox=[1141, 1698, 1481, 1750]
booth-organizer-details: : சு.நல்லதம்பி, 2/39, கோட்டமங்கலம், உடுமலைப்பேட்டை, திருப்பூர். bbox=[141, 588, 344, 619]
booth-organizer-details: : பெ.கார்த்தி, 3/10, வடக்கு வீதி, அரசூர், மொகவனூர், உடுமலைப்பேட்டை. bbox=[502, 943, 717, 974]
branch-heading: கோபாலபுரம் ஆதிதிராவிடர் கிளை bbox=[489, 2164, 717, 2182]
booth-organizer-row bbox=[787, 2004, 1127, 2039]
branch-heading: முருங்கப்பட்டி கிளை bbox=[172, 177, 312, 195]
branch-heading: வீதம்பட்டி கிளை bbox=[901, 633, 1013, 651]
booth-organizer-details: : க.கிரிதரன், 1/2–ஏ, மொகவனூர், உடுமலைப்பேட்டை. bbox=[502, 980, 680, 1011]
branch-heading: மன்னாம்பாளையம் கிளை bbox=[1225, 1762, 1397, 1780]
organizer-paragraph: அமைப்பாளர் : வி.பிரகாஷ், 6/126, அணிக்கடவுபுதூர், இராமசந்திராபுரம், உடுமலைப்பேட்டை. bbox=[1141, 1384, 1481, 1416]
column-1 bbox=[72, 129, 412, 2353]
booth-organizer-row bbox=[72, 699, 412, 734]
branch-heading: பூளவாடி அண்ணாநகர் கிளை bbox=[145, 1260, 339, 1278]
subsection-heading: பாக அமைப்பாளர்கள் : bbox=[894, 1984, 1020, 1999]
organizer-paragraph: அமைப்பாளர் : ம.கார்த்தி, 3/5, அரசூர், கொசவம்பாளையம், ஜக்காம்பாளையம், உடுமலைப்பேட்டை. bbox=[72, 1981, 412, 2013]
column-3 bbox=[787, 129, 1127, 2353]
organizer-paragraph: அமைப்பாளர் : ச.சஞ்சீவி வில்வநாந், 5/10, அணிக்கடவு, இராமசந்திராபுரம், உடுமலைப்பேட்டை. bbox=[1141, 851, 1481, 883]
booth-organizer-details: : ந.சந்தசாமி, 1/156–பி, வாகத்தொழுவு, வா.வேலூர், உடுமலைப்பேட்டை. bbox=[856, 513, 1066, 545]
branch-heading: ரங்கசமுத்திரம் கிளை bbox=[173, 1101, 311, 1119]
booth-organizer-row bbox=[433, 979, 773, 1013]
organizer-paragraph: துணை அமைப்பாளர்கள் : (1) ம.வீரகுமார், 5/5–பி, அணிக்கடவு, இராமசந்திராபுரம், உடுமலைப்பேட்டை. (2) க.ஹம்சவாணன், 5/135–ஏ, அணிக்கடவு, இராமசந்திராபுரம், உடுமலைப்பேட்டை. (3) மு.அஜித்குமார், 5/26–சி, அணிக்கடவு, இராமசந்திராபுரம், உடுமலைப்பேட்டை. bbox=[1141, 896, 1481, 985]
branch-heading: கொசவம்பாளையம் ஆதிதிராவிடர் கிளை bbox=[467, 747, 739, 765]
column-4 bbox=[1141, 129, 1481, 2353]
organizer-paragraph: அமைப்பாளர் : க.மனோஜ்குமார், 3/156, கோபாலபுரம், வாகத்தொழுவு, உடுமலைப்பேட்டை. bbox=[433, 1802, 773, 1835]
subsection-heading: பாக அமைப்பாளர்கள் : bbox=[179, 1772, 305, 1786]
organizer-paragraph: அமைப்பாளர் : இ.முத்துராஜ், 4/50–ஏ, பொம்மநாயக்கன்பட்டி, வீதம்பட்டி, வி.வேலூர், உடுமலைப்பேட்டை. bbox=[787, 1018, 1127, 1052]
organizer-paragraph: துணை அமைப்பாளர்கள் : (1) பா.ராஜேஷ்குமார், 1/150–ஏ, வாகத்தொழுவு, உடுமலைப்பேட்டை. (2) ம.பிரவீன்குமார், 1/127, வாகத்தொழுவு, உடுமலைப்பேட்டை. (3) ப.பிரதீப், 1/150–ஏ, வாகத்தொழுவு, உடுமலைப்பேட்டை. bbox=[433, 1474, 773, 1544]
organizer-paragraph: அமைப்பாளர் : மா.பாலமுருகன், 3/200, கோபாலபுரம், வாகத்தொழுவு, உடுமலைப்பேட்டை. bbox=[433, 1999, 773, 2031]
booth-number: பாகம் – 133 bbox=[433, 943, 501, 956]
branch-heading: பொங்காளியப்பன்கவுண்டன்புதூர் கிளை bbox=[1177, 232, 1445, 250]
booth-organizer-row bbox=[1141, 1548, 1481, 1583]
branch-heading: தெற்குத் தெரு கிளை bbox=[174, 942, 310, 960]
organizer-paragraph: அமைப்பாளர் : நா.மணிசேகர், 6/107, அணிக்கடவு, இராமசந்திராபுரம், உடுமலைப்பேட்டை. bbox=[1141, 1029, 1481, 1061]
organizer-paragraph: அமைப்பாளர் : க.மணிகண்டன், 7/58–ஏ, முருங்கப்பட்டி, கோட்டமங்கலம், உடுமலை, திருப்பூர். bbox=[72, 385, 412, 417]
booth-organizer-details: : க.ராகுல், 8/102, வரதராஜபுரம், கோட்டமங்கலம், உடுமலைப்பேட்டை, திருப்பூர். bbox=[141, 701, 407, 732]
column-divider bbox=[1134, 129, 1135, 2353]
organizer-paragraph: துணை அமைப்பாளர்கள் : (1) செ.நித்யாபிரசாந்த், 1/180, மொகவனூர், கொசவம்பாளையம், உடுமலைப்பேட்டை. (2) க.ஜெகநாதன், 1/159, மொகவனூர், கொசவம்பாளையம், உடுமலைப்பேட்டை. (3) மு.முரளிதரன், 1/12, மொகவனூர், கொசவம்பாளையம், உடுமலைப்பேட்டை. bbox=[433, 326, 773, 415]
organizer-paragraph: அமைப்பாளர் : செ.பாரதி, 5–130, காந்தி நகர், பூளவாடி, உடுமலை, திருப்பூர். bbox=[72, 1131, 412, 1164]
